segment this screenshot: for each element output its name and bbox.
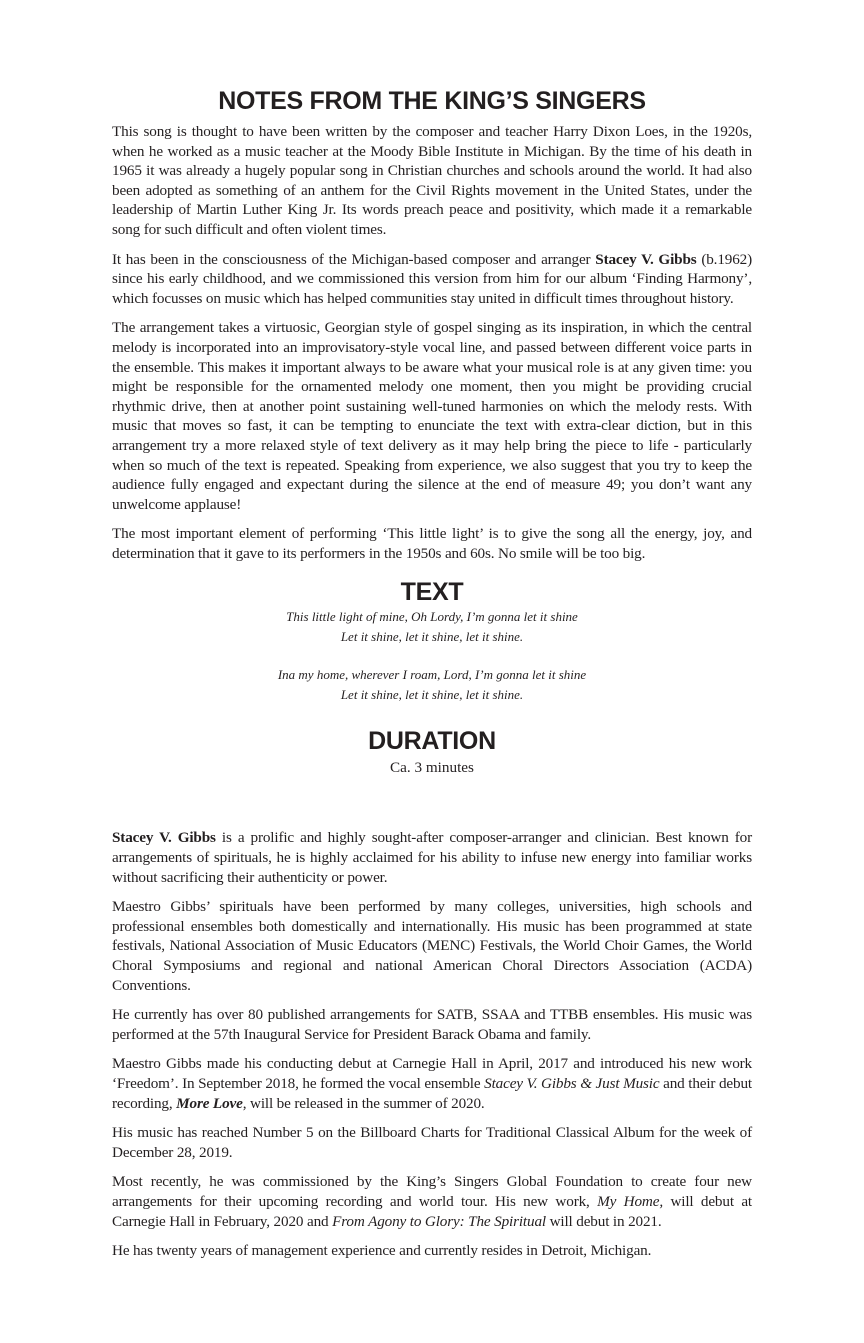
duration-value: Ca. 3 minutes	[390, 759, 474, 777]
bio-paragraph-4	[112, 1054, 752, 1113]
bio-paragraph-2: Maestro Gibbs’ spirituals have been performed by many colleges, universities, high schools and professional ensembles both domestically and internationally. His music has been programmed at state festivals, National Association of Music Educators (MENC) Festivals, the World Choir Games, the World Choral Symposiums and regional and national American Choral Directors Association (ACDA) Conventions.	[112, 898, 752, 994]
notes-paragraph-3: The arrangement takes a virtuosic, Georgian style of gospel singing as its inspiration, in which the central melody is incorporated into an improvisatory-style vocal line, and passed between different voice parts in the ensemble. This makes it important always to be aware what your musical role is at any given time: you might be responsible for the ornamented melody one moment, then you might be providing crucial rhythmic drive, then at another point sustaining well-tuned harmonies on which the melody rests. With music that moves so fast, it can be tempting to enunciate the text with extra-clear diction, but in this arrangement try a more relaxed style of text delivery as it may help bring the piece to life - particularly when so much of the text is repeated. Speaking from experience, we also suggest that you try to keep the audience fully engaged and expectant during the silence at the end of measure 49; you don’t want any unwelcome applause!	[112, 319, 752, 513]
notes-paragraph-2-rest: (b.1962) since his early childhood, and we commissioned this version from him for our album ‘Finding Harmony’, which focusses on music which has helped communities stay united in difficult times throughout history.	[112, 250, 753, 307]
bio-paragraph-1	[112, 828, 752, 887]
notes-paragraph-1: This song is thought to have been written by the composer and teacher Harry Dixon Loes, in the 1920s, when he worked as a music teacher at the Moody Bible Institute in Michigan. By the time of his death in 1965 it was already a hugely popular song in Christian churches and schools around the world. It had also been adopted as something of an anthem for the Civil Rights movement in the United States, under the leadership of Martin Luther King Jr. Its words preach peace and positivity, which made it a remarkable song for such difficult and often violent times.	[112, 123, 752, 238]
composer-name: Stacey V. Gibbs	[595, 250, 697, 268]
bio-paragraph-4-lead: Maestro Gibbs made his conducting debut at Carnegie Hall in April, 2017 and introduced his new work ‘Freedom’. In September 2018, he formed the vocal ensemble	[112, 1055, 752, 1092]
lyric-line: Ina my home, wherever I roam, Lord, I’m gonna let it shine	[277, 667, 587, 683]
bio-composer-name: Stacey V. Gibbs	[112, 829, 216, 847]
work-title-my-home: My Home,	[597, 1192, 663, 1210]
notes-heading: NOTES FROM THE KING’S SINGERS	[218, 87, 646, 115]
work-title-agony-to-glory: From Agony to Glory: The Spiritual	[332, 1212, 546, 1230]
bio-paragraph-5: His music has reached Number 5 on the Billboard Charts for Traditional Classical Album for the week of December 28, 2019.	[112, 1124, 752, 1161]
ensemble-name: Stacey V. Gibbs & Just Music	[484, 1075, 660, 1092]
bio-paragraph-7: He has twenty years of management experience and currently resides in Detroit, Michigan.	[112, 1242, 652, 1260]
lyric-line: Let it shine, let it shine, let it shine.	[340, 628, 524, 644]
bio-paragraph-4-middle: and their debut recording,	[112, 1075, 752, 1112]
lyrics-stanza-2	[112, 665, 752, 704]
composer-bio-section	[112, 828, 752, 1260]
notes-paragraph-2	[112, 250, 752, 309]
bio-paragraph-1-text: is a prolific and highly sought-after composer-arranger and clinician. Best known for arrangements of spirituals, he is highly acclaimed for his ability to infuse new energy into familiar works without sacrificing their authenticity or power.	[112, 829, 752, 886]
lyric-line: Let it shine, let it shine, let it shine.	[340, 686, 524, 702]
notes-paragraph-2-lead: It has been in the consciousness of the Michigan-based composer and arranger	[112, 250, 596, 268]
duration-heading: DURATION	[368, 727, 496, 756]
bio-paragraph-6-rest: will debut in 2021.	[545, 1212, 662, 1230]
lyrics-stanza-1	[112, 607, 752, 646]
notes-paragraph-4: The most important element of performing ‘This little light’ is to give the song all the energy, joy, and determination that it gave to its performers in the 1950s and 60s. No smile will be too big.	[112, 525, 752, 562]
bio-paragraph-3: He currently has over 80 published arrangements for SATB, SSAA and TTBB ensembles. His music was performed at the 57th Inaugural Service for President Barack Obama and family.	[112, 1006, 752, 1043]
album-title: More Love	[176, 1094, 243, 1112]
bio-paragraph-4-rest: , will be released in the summer of 2020.	[242, 1094, 485, 1112]
notes-section	[112, 86, 752, 563]
bio-paragraph-6-lead: Most recently, he was commissioned by the King’s Singers Global Foundation to create four new arrangements for their upcoming recording and world tour. His new work,	[112, 1173, 752, 1210]
text-section	[112, 577, 752, 704]
text-heading: TEXT	[400, 578, 464, 607]
lyric-line: This little light of mine, Oh Lordy, I’m gonna let it shine	[286, 609, 578, 625]
bio-paragraph-6	[112, 1172, 752, 1231]
duration-section	[112, 726, 752, 778]
bio-paragraph-6-middle: will debut at Carnegie Hall in February, 2020 and	[112, 1192, 752, 1230]
document-page	[112, 86, 752, 1271]
